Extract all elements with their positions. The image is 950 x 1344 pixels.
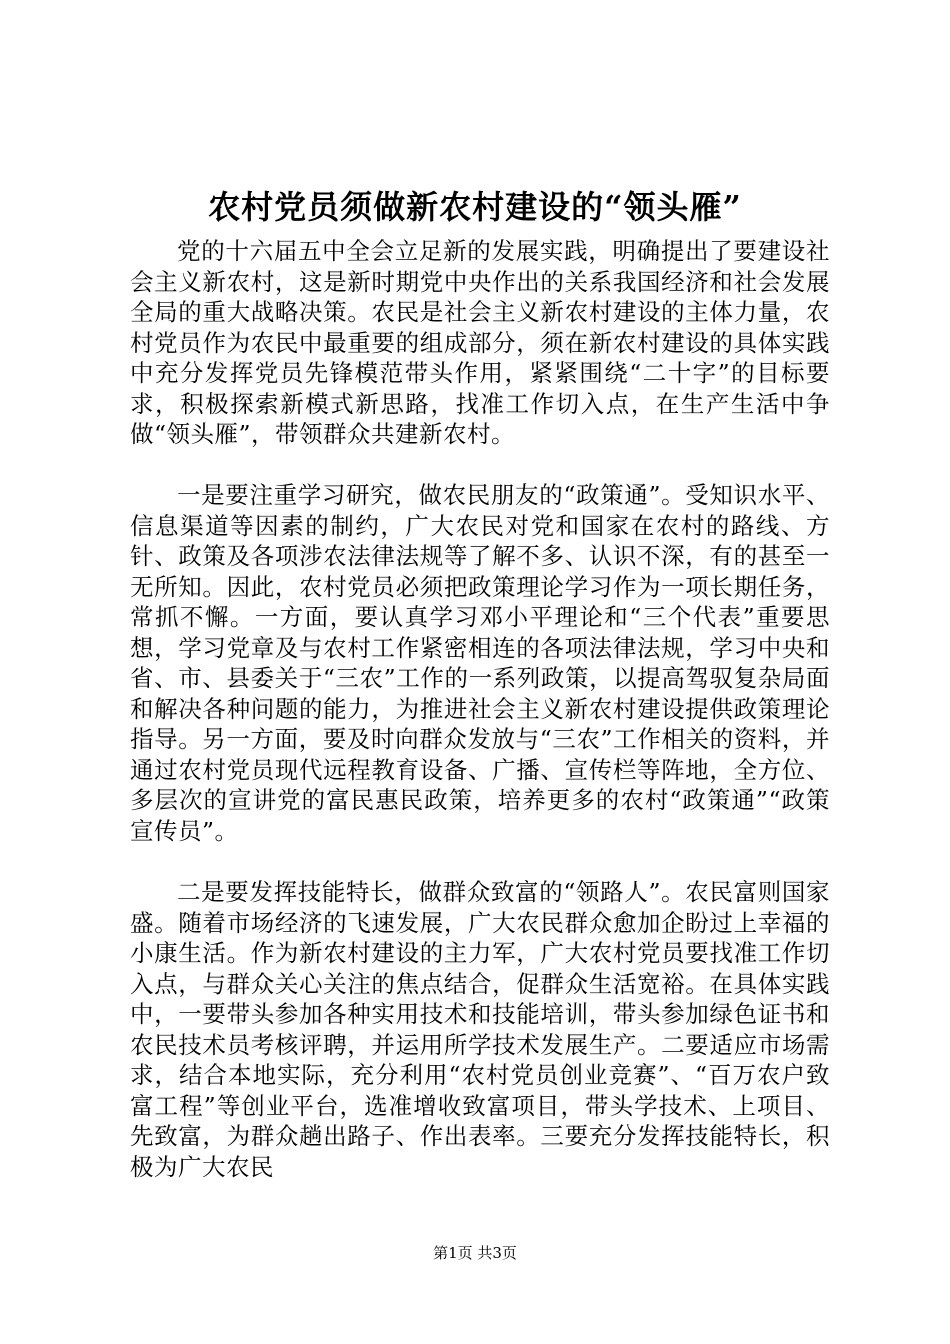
page-number-footer: 第1页 共3页	[433, 1244, 517, 1262]
paragraph-policy: 一是要注重学习研究，做农民朋友的“政策通”。受知识水平、信息渠道等因素的制约，广大农民对党和国家在农村的路线、方针、政策及各项涉农法律法规等了解不多、认识不深，有的甚至一无所知。因此，农村党员必须把政策理论学习作为一项长期任务，常抓不懈。一方面，要认真学习邓小平理论和“三个代表”重要思想，学习党章及与农村工作紧密相连的各项法律法规，学习中央和省、市、县委关于“三农”工作的一系列政策，以提高驾驭复杂局面和解决各种问题的能力，为推进社会主义新农村建设提供政策理论指导。另一方面，要及时向群众发放与“三农”工作相关的资料，并通过农村党员现代远程教育设备、广播、宣传栏等阵地，全方位、多层次的宣讲党的富民惠民政策，培养更多的农村“政策通”“政策宣传员”。	[130, 481, 830, 845]
document-title: 农村党员须做新农村建设的“领头雁”	[208, 188, 742, 226]
paragraph-skills: 二是要发挥技能特长，做群众致富的“领路人”。农民富则国家盛。随着市场经济的飞速发展，广大农民群众愈加企盼过上幸福的小康生活。作为新农村建设的主力军，广大农村党员要找准工作切入点，与群众关心关注的焦点结合，促群众生活宽裕。在具体实践中，一要带头参加各种实用技术和技能培训，带头参加绿色证书和农民技术员考核评聘，并运用所学技术发展生产。二要适应市场需求，结合本地实际，充分利用“农村党员创业竞赛”、“百万农户致富工程”等创业平台，选准增收致富项目，带头学技术、上项目、先致富，为群众趟出路子、作出表率。三要充分发挥技能特长，积极为广大农民	[130, 878, 830, 1181]
paragraph-intro: 党的十六届五中全会立足新的发展实践，明确提出了要建设社会主义新农村，这是新时期党中央作出的关系我国经济和社会发展全局的重大战略决策。农民是社会主义新农村建设的主体力量，农村党员作为农民中最重要的组成部分，须在新农村建设的具体实践中充分发挥党员先锋模范带头作用，紧紧围绕“二十字”的目标要求，积极探索新模式新思路，找准工作切入点，在生产生活中争做“领头雁”，带领群众共建新农村。	[130, 237, 830, 448]
